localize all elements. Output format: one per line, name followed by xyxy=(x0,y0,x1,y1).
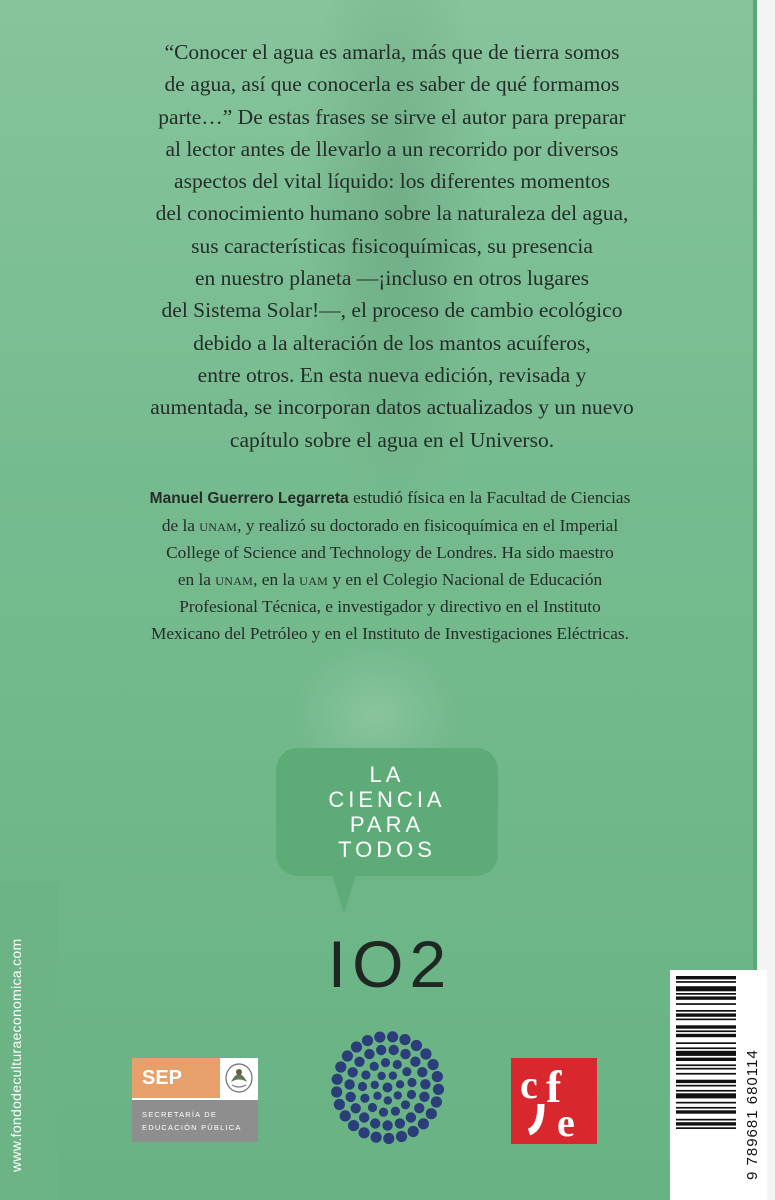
logo-dot xyxy=(348,1120,359,1131)
logo-dot xyxy=(370,1062,379,1071)
logo-dot xyxy=(334,1099,345,1110)
series-line: TODOS xyxy=(338,837,436,862)
logo-dot xyxy=(382,1120,392,1130)
barcode-bar xyxy=(676,1003,736,1005)
bio-acronym: unam xyxy=(199,516,238,535)
series-line: CIENCIA xyxy=(328,787,446,812)
logo-dot xyxy=(387,1031,398,1042)
blurb-line: de agua, así que conocerla es saber de qué formamos xyxy=(164,72,620,97)
barcode-bar xyxy=(676,1127,736,1129)
barcode-bar xyxy=(676,1073,736,1075)
logo-dot xyxy=(400,1049,410,1059)
bio-acronym: unam xyxy=(215,570,254,589)
logo-dot xyxy=(432,1071,443,1082)
barcode-bar xyxy=(676,1119,736,1121)
logo-dot xyxy=(417,1067,427,1077)
blurb-line: debido a la alteración de los mantos acuíferos, xyxy=(193,330,591,355)
bio-text: , y realizó su doctorado en fisicoquímica en el Imperial xyxy=(237,516,619,535)
barcode-bar xyxy=(676,1051,736,1056)
barcode-bar xyxy=(676,1013,736,1016)
logo-dot xyxy=(389,1072,397,1080)
logo-dot xyxy=(383,1083,393,1093)
barcode-bar xyxy=(676,1019,736,1021)
logo-dot xyxy=(408,1126,419,1137)
sep-logo-block xyxy=(132,1058,220,1098)
isbn-number: 9 789681 680114 xyxy=(744,1049,761,1180)
logo-dot xyxy=(389,1045,399,1055)
series-line: PARA xyxy=(349,812,425,837)
barcode-bar xyxy=(676,1064,736,1066)
logo-dot xyxy=(433,1084,444,1095)
logo-dot xyxy=(377,1072,385,1080)
logo-dot xyxy=(351,1041,362,1052)
bio-text: de la xyxy=(161,516,200,535)
mexican-eagle-emblem-icon xyxy=(220,1058,258,1098)
logo-dot xyxy=(402,1067,411,1076)
logo-dot xyxy=(370,1118,380,1128)
sep-wordmark: SEP xyxy=(142,1067,183,1089)
logo-dot xyxy=(354,1057,364,1067)
svg-text:c: c xyxy=(520,1062,538,1107)
bio-acronym: uam xyxy=(299,570,329,589)
barcode-bar xyxy=(676,976,736,979)
barcode-bar xyxy=(676,1010,736,1012)
barcode-bar xyxy=(676,1034,736,1037)
logo-dot xyxy=(418,1118,429,1129)
barcode-bar xyxy=(676,1107,736,1109)
blurb-line: del Sistema Solar!—, el proceso de cambio ecológico xyxy=(161,298,623,323)
logo-dot xyxy=(419,1092,429,1102)
logo-dot xyxy=(395,1118,405,1128)
barcode-bar xyxy=(676,1058,736,1061)
series-title xyxy=(276,762,498,862)
barcode-bar xyxy=(676,1080,736,1083)
logo-dot xyxy=(411,1040,422,1051)
logo-dot xyxy=(426,1108,437,1119)
svg-text:f: f xyxy=(546,1061,562,1112)
logo-dot xyxy=(344,1079,354,1089)
logo-dot xyxy=(396,1131,407,1142)
publisher-url: www.fondodeculturaeconomica.com xyxy=(8,938,24,1172)
logo-dot xyxy=(373,1092,381,1100)
volume-number: IO2 xyxy=(327,927,453,1001)
logo-dot xyxy=(410,1057,420,1067)
barcode-bar xyxy=(676,1030,736,1032)
logo-dot xyxy=(399,1034,410,1045)
speech-bubble-tail xyxy=(330,868,358,914)
blurb-line: parte…” De estas frases se sirve el autor para preparar xyxy=(158,104,626,129)
blurb-line: entre otros. En esta nueva edición, revisada y xyxy=(197,362,587,387)
logo-dot xyxy=(401,1100,410,1109)
bio-text: estudió física en la Facultad de Ciencias xyxy=(348,488,631,507)
barcode-bar xyxy=(676,1093,736,1098)
logo-dot xyxy=(371,1132,382,1143)
dotted-circle-logo-icon xyxy=(330,1030,445,1145)
logo-dot xyxy=(340,1110,351,1121)
logo-dot xyxy=(360,1094,369,1103)
logo-dot xyxy=(359,1127,370,1138)
barcode-bar xyxy=(676,1122,736,1125)
logo-dot xyxy=(332,1074,343,1085)
logo-dot xyxy=(348,1067,358,1077)
sep-line-1: SECRETARÍA DE xyxy=(142,1110,218,1119)
logo-dot xyxy=(362,1035,373,1046)
barcode-bar xyxy=(676,1102,736,1104)
logo-dot xyxy=(383,1133,394,1144)
author-bio xyxy=(84,484,696,647)
barcode-bar xyxy=(676,993,736,995)
blurb-line: “Conocer el agua es amarla, más que de tierra somos xyxy=(164,40,620,64)
book-blurb xyxy=(62,36,722,456)
bio-text: Mexicano del Petróleo y en el Instituto de Investigaciones Eléctricas. xyxy=(151,624,629,643)
logo-dot xyxy=(379,1108,388,1117)
logo-dot xyxy=(381,1058,390,1067)
barcode-bar xyxy=(676,1025,736,1028)
logo-dot xyxy=(368,1103,377,1112)
logo-dot xyxy=(414,1103,424,1113)
blurb-line: del conocimiento humano sobre la naturaleza del agua, xyxy=(155,201,629,226)
logo-dot xyxy=(391,1107,400,1116)
logo-dot xyxy=(335,1061,346,1072)
logo-dot xyxy=(394,1091,402,1099)
logo-dot xyxy=(396,1080,404,1088)
barcode-bar xyxy=(676,986,736,991)
bio-text: , en la xyxy=(253,570,300,589)
logo-dot xyxy=(406,1112,416,1122)
author-name: Manuel Guerrero Legarreta xyxy=(149,490,349,507)
logo-dot xyxy=(407,1090,416,1099)
blurb-line: en nuestro planeta —¡incluso en otros lugares xyxy=(194,266,590,291)
logo-dot xyxy=(393,1060,402,1069)
barcode-bar xyxy=(676,1068,736,1070)
logo-dot xyxy=(376,1045,386,1055)
blurb-line: capítulo sobre el agua en el Universo. xyxy=(229,427,555,452)
series-line: LA xyxy=(369,762,405,787)
barcode-bar xyxy=(676,1047,736,1049)
barcode-bar xyxy=(676,1085,736,1087)
logo-dot xyxy=(428,1059,439,1070)
barcode-bar xyxy=(676,981,736,983)
logo-dot xyxy=(358,1082,367,1091)
sep-logo-band xyxy=(132,1100,258,1142)
sep-line-2: EDUCACIÓN PÚBLICA xyxy=(142,1123,242,1132)
logo-dot xyxy=(407,1078,416,1087)
logo-dot xyxy=(342,1050,353,1061)
bio-text: College of Science and Technology de Londres. Ha sido maestro xyxy=(166,543,614,562)
logo-dot xyxy=(364,1049,374,1059)
svg-text:e: e xyxy=(557,1100,575,1144)
logo-dot xyxy=(384,1096,392,1104)
barcode-bar xyxy=(676,1042,736,1044)
logo-dot xyxy=(361,1070,370,1079)
blurb-line: sus características fisicoquímicas, su presencia xyxy=(191,233,593,258)
logo-dot xyxy=(431,1096,442,1107)
logo-dot xyxy=(359,1112,369,1122)
blurb-line: aspectos del vital líquido: los diferentes momentos xyxy=(174,169,610,194)
logo-dot xyxy=(351,1103,361,1113)
fce-publisher-logo-icon xyxy=(511,1058,597,1144)
logo-dot xyxy=(346,1092,356,1102)
bio-text: en la xyxy=(177,570,216,589)
bio-text: y en el Colegio Nacional de Educación xyxy=(328,570,603,589)
logo-dot xyxy=(331,1086,342,1097)
logo-dot xyxy=(371,1081,379,1089)
barcode-bar xyxy=(676,1110,736,1113)
logo-dot xyxy=(420,1048,431,1059)
blurb-line: al lector antes de llevarlo a un recorrido por diversos xyxy=(165,136,619,161)
blurb-line: aumentada, se incorporan datos actualizados y un nuevo xyxy=(150,395,634,420)
logo-dot xyxy=(374,1032,385,1043)
bio-text: Profesional Técnica, e investigador y directivo en el Instituto xyxy=(179,597,601,616)
sep-logo xyxy=(132,1058,258,1142)
barcode-bar xyxy=(676,996,736,999)
barcode-bar xyxy=(676,1090,736,1092)
logo-dot xyxy=(420,1079,430,1089)
